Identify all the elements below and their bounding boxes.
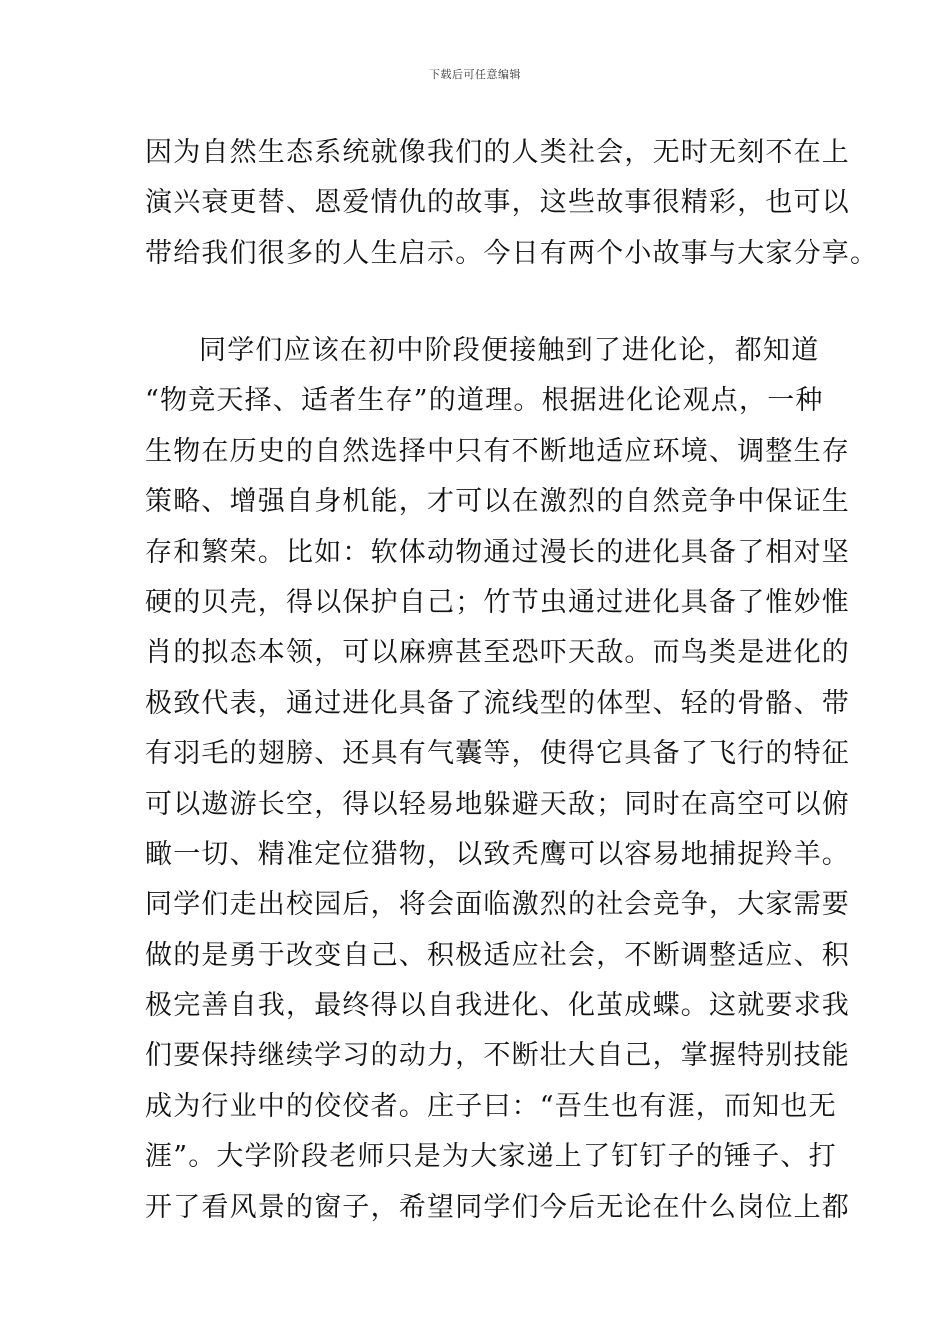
paragraph-line: 生物在历史的自然选择中只有不断地适应环境、调整生存 — [145, 435, 850, 467]
paragraph-line: 存和繁荣。比如：软体动物通过漫长的进化具备了相对坚 — [145, 536, 850, 568]
paragraph-line: 同学们应该在初中阶段便接触到了进化论，都知道 — [199, 335, 820, 366]
paragraph-line: 们要保持继续学习的动力，不断壮大自己，掌握特别技能 — [145, 1040, 850, 1072]
paragraph-line: 开了看风景的窗子，希望同学们今后无论在什么岗位上都 — [145, 1191, 850, 1223]
paragraph-line: 极致代表，通过进化具备了流线型的体型、轻的骨骼、带 — [145, 687, 850, 719]
paragraph-line: 涯”。大学阶段老师只是为大家递上了钉钉子的锤子、打 — [145, 1141, 837, 1173]
paragraph-line: 带给我们很多的人生启示。今日有两个小故事与大家分享。 — [145, 237, 879, 269]
paragraph-line: 极完善自我，最终得以自我进化、化茧成蝶。这就要求我 — [145, 990, 850, 1022]
paragraph-line: 瞰一切、精准定位猎物，以致秃鹰可以容易地捕捉羚羊。 — [145, 838, 850, 870]
paragraph-line: 肖的拟态本领，可以麻痹甚至恐吓天敌。而鸟类是进化的 — [145, 637, 850, 669]
page-header: 下载后可任意编辑 — [429, 68, 521, 81]
paragraph-line: 因为自然生态系统就像我们的人类社会，无时无刻不在上 — [145, 137, 850, 168]
paragraph-line: 演兴衰更替、恩爱情仇的故事，这些故事很精彩，也可以 — [145, 187, 850, 219]
paragraph-line: 硬的贝壳，得以保护自己；竹节虫通过进化具备了惟妙惟 — [145, 586, 850, 618]
paragraph-line: 策略、增强自身机能，才可以在激烈的自然竞争中保证生 — [145, 486, 850, 518]
paragraph-line: 有羽毛的翅膀、还具有气囊等，使得它具备了飞行的特征 — [145, 738, 850, 770]
paragraph-1 — [145, 128, 879, 279]
paragraph-line: 成为行业中的佼佼者。庄子曰：“吾生也有涯，而知也无 — [145, 1090, 837, 1122]
paragraph-line: “物竞天择、适者生存”的道理。根据进化论观点，一种 — [145, 385, 824, 417]
paragraph-line: 同学们走出校园后，将会面临激烈的社会竞争，大家需要 — [145, 889, 850, 921]
paragraph-line: 可以遨游长空，得以轻易地躲避天敌；同时在高空可以俯 — [145, 788, 850, 820]
paragraph-2 — [145, 326, 850, 1233]
paragraph-line: 做的是勇于改变自己、积极适应社会，不断调整适应、积 — [145, 939, 850, 971]
